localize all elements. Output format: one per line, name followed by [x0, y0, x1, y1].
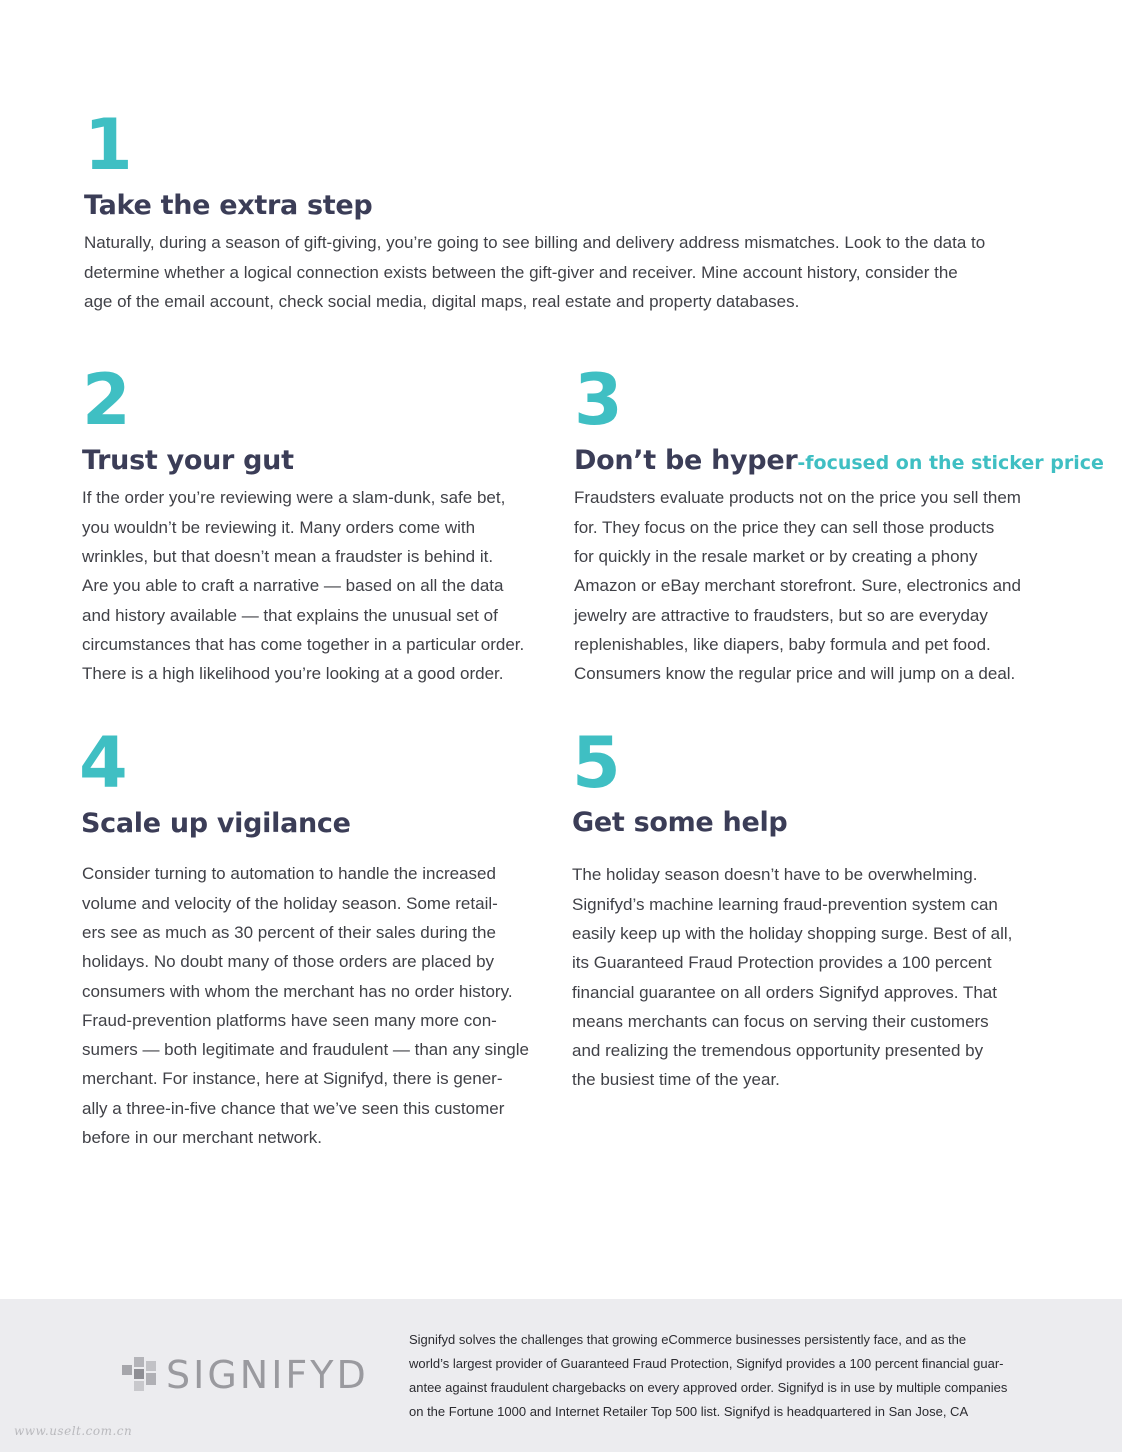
tip-body-line: holidays. No doubt many of those orders are placed by: [82, 952, 495, 972]
tip-body: [82, 859, 559, 1152]
tip-body-line: Fraudsters evaluate products not on the price you sell them: [574, 488, 1021, 508]
tip-5: [572, 722, 1052, 1095]
tip-body-line: means merchants can focus on serving their customers: [572, 1011, 989, 1031]
tip-4: [79, 722, 559, 1152]
tip-title: [574, 445, 1104, 477]
tip-number: 3: [574, 359, 621, 441]
tip-number: 2: [82, 359, 129, 441]
tip-body-line: and realizing the tremendous opportunity presented by: [572, 1041, 984, 1061]
tip-number: 4: [79, 722, 126, 804]
company-description-line: antee against fraudulent chargebacks on every approved order. Signifyd is in use by multiple companies: [409, 1380, 1008, 1395]
tip-title: Get some help: [572, 807, 788, 838]
tip-body-line: consumers with whom the merchant has no order history.: [82, 981, 513, 1001]
tip-body-line: for quickly in the resale market or by creating a phony: [574, 546, 978, 566]
tip-body-line: Signifyd’s machine learning fraud-prevention system can: [572, 894, 998, 914]
tip-body-line: ers see as much as 30 percent of their sales during the: [82, 922, 496, 942]
tip-body: [572, 860, 1052, 1094]
tip-body-line: and history available — that explains the unusual set of: [82, 605, 498, 625]
tip-number: 1: [84, 104, 131, 186]
footer: [0, 1299, 1122, 1452]
tip-body-line: Consider turning to automation to handle the increased: [82, 864, 496, 884]
tip-body-line: its Guaranteed Fraud Protection provides a 100 percent: [572, 953, 992, 973]
tip-body-line: age of the email account, check social media, digital maps, real estate and property databases.: [84, 291, 800, 311]
tip-title: Take the extra step: [84, 190, 373, 221]
tip-body-line: for. They focus on the price they can sell those products: [574, 517, 995, 537]
tip-body-line: the busiest time of the year.: [572, 1070, 780, 1090]
tip-body-line: Are you able to craft a narrative — based on all the data: [82, 576, 504, 596]
tip-body-line: If the order you’re reviewing were a slam-dunk, safe bet,: [82, 488, 506, 508]
tip-body-line: Fraud-prevention platforms have seen many more con-: [82, 1010, 497, 1030]
watermark: www.uselt.com.cn: [14, 1424, 133, 1438]
tip-number: 5: [572, 722, 619, 804]
tip-body-line: determine whether a logical connection exists between the gift-giver and receiver. Mine account history, consider the: [84, 262, 958, 282]
tip-body-line: financial guarantee on all orders Signifyd approves. That: [572, 982, 997, 1002]
tip-body: [84, 228, 1044, 316]
tip-body-line: wrinkles, but that doesn’t mean a fraudster is behind it.: [82, 546, 494, 566]
company-description-line: world’s largest provider of Guaranteed Fraud Protection, Signifyd provides a 100 percent financial guar-: [409, 1356, 1004, 1371]
signifyd-logo: [122, 1353, 369, 1397]
tip-body-line: volume and velocity of the holiday season. Some retail-: [82, 893, 498, 913]
tip-body-line: circumstances that has come together in a particular order.: [82, 634, 525, 654]
tip-body: [82, 483, 562, 688]
tip-body-line: replenishables, like diapers, baby formula and pet food.: [574, 634, 991, 654]
tip-3: [574, 359, 1104, 688]
tip-body-line: Consumers know the regular price and will jump on a deal.: [574, 664, 1016, 684]
tip-body-line: The holiday season doesn’t have to be overwhelming.: [572, 865, 978, 885]
tip-body-line: you wouldn’t be reviewing it. Many orders come with: [82, 517, 476, 537]
tip-body-line: before in our merchant network.: [82, 1128, 323, 1148]
tip-body-line: Naturally, during a season of gift-giving, you’re going to see billing and delivery address mismatches. Look to the data to: [84, 233, 986, 253]
tip-2: [82, 359, 562, 688]
company-description-line: on the Fortune 1000 and Internet Retailer Top 500 list. Signifyd is headquartered in San Jose, CA: [409, 1404, 969, 1419]
tip-1: [84, 104, 1044, 316]
tip-title: Trust your gut: [82, 445, 294, 476]
tip-body-line: Amazon or eBay merchant storefront. Sure, electronics and: [574, 576, 1021, 596]
tip-body: [574, 483, 1054, 688]
tip-body-line: There is a high likelihood you’re looking at a good order.: [82, 664, 504, 684]
signifyd-logo-mark-icon: [122, 1357, 158, 1393]
tip-body-line: sumers — both legitimate and fraudulent — than any single: [82, 1040, 529, 1060]
tip-body-line: jewelry are attractive to fraudsters, but so are everyday: [574, 605, 988, 625]
tip-title: Scale up vigilance: [81, 808, 351, 839]
company-description-line: Signifyd solves the challenges that growing eCommerce businesses persistently face, and as the: [409, 1332, 967, 1347]
tip-body-line: merchant. For instance, here at Signifyd, there is gener-: [82, 1069, 503, 1089]
logo-wordmark: SIGNIFYD: [166, 1353, 369, 1397]
tip-body-line: ally a three-in-five chance that we’ve seen this customer: [82, 1098, 505, 1118]
company-description: [409, 1328, 1069, 1424]
tip-title-accent: -focused on the sticker price: [797, 452, 1104, 474]
tip-body-line: easily keep up with the holiday shopping surge. Best of all,: [572, 923, 1013, 943]
tip-title-main: Don’t be hyper: [574, 445, 798, 476]
